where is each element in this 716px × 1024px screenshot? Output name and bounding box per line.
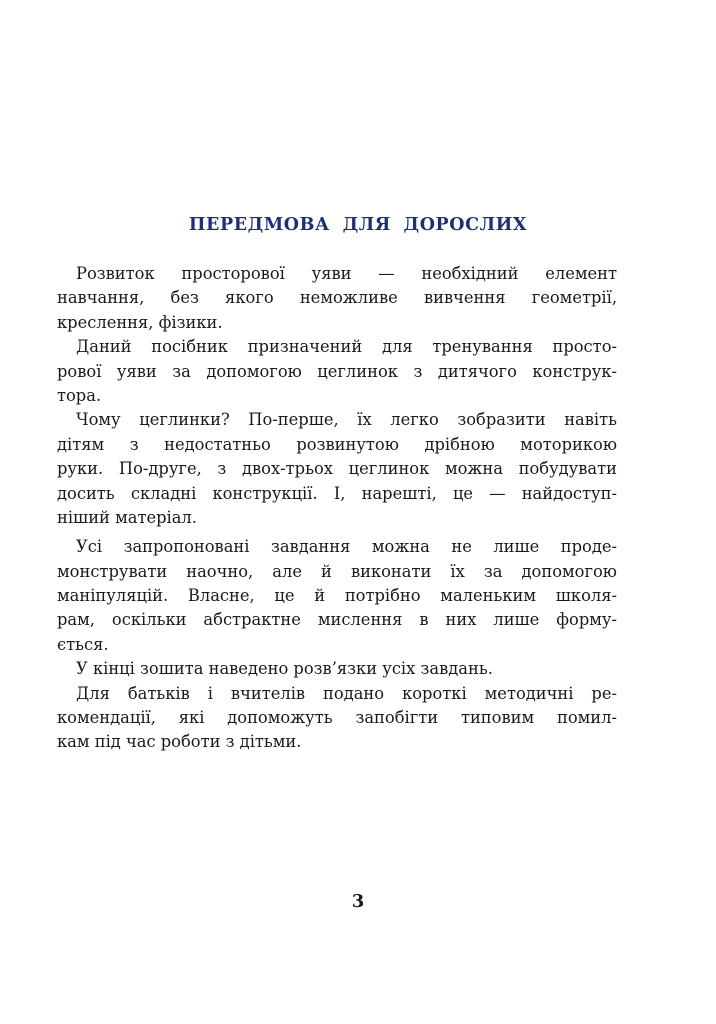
text-line: руки. По-друге, з двох-трьох цеглинок можна побудувати xyxy=(57,459,617,479)
body-text xyxy=(57,262,617,755)
text-line: Розвиток просторової уяви — необхідний елемент xyxy=(76,264,617,283)
paragraph-3 xyxy=(57,408,617,530)
text-line: монструвати наочно, але й виконати їх за допомогою xyxy=(57,561,617,581)
paragraph-1 xyxy=(57,262,617,335)
text-line: дітям з недостатньо розвинутою дрібною моторикою xyxy=(57,434,617,454)
paragraph-5 xyxy=(57,657,617,681)
text-line: ється. xyxy=(57,634,109,654)
text-line: ніший матеріал. xyxy=(57,507,197,527)
text-line: У кінці зошита наведено розв’язки усіх завдань. xyxy=(76,659,493,679)
text-line: Усі запропоновані завдання можна не лише проде- xyxy=(76,537,617,557)
text-line: Чому цеглинки? По-перше, їх легко зобразити навіть xyxy=(76,410,617,430)
text-line: рової уяви за допомогою цеглинок з дитячого конструк- xyxy=(57,361,617,381)
text-line: кам під час роботи з дітьми. xyxy=(57,732,302,752)
page-title: ПЕРЕДМОВА ДЛЯ ДОРОСЛИХ xyxy=(188,215,528,235)
text-line: креслення, фізики. xyxy=(57,312,223,332)
text-line: тора. xyxy=(57,385,102,405)
text-line: Для батьків і вчителів подано короткі методичні ре- xyxy=(76,683,617,703)
text-line: досить складні конструкції. І, нарешті, це — найдоступ- xyxy=(57,483,617,503)
text-line: маніпуляцій. Власне, це й потрібно маленьким школя- xyxy=(57,586,617,606)
paragraph-6 xyxy=(57,682,617,755)
text-line: рам, оскільки абстрактне мислення в них лише форму- xyxy=(57,610,617,630)
text-line: Даний посібник призначений для тренування просто- xyxy=(76,337,617,357)
paragraph-2 xyxy=(57,335,617,408)
paragraph-4 xyxy=(57,535,617,657)
page-number: 3 xyxy=(351,891,365,912)
text-line: навчання, без якого неможливе вивчення геометрії, xyxy=(57,288,617,308)
text-line: комендації, які допоможуть запобігти типовим помил- xyxy=(57,708,617,728)
